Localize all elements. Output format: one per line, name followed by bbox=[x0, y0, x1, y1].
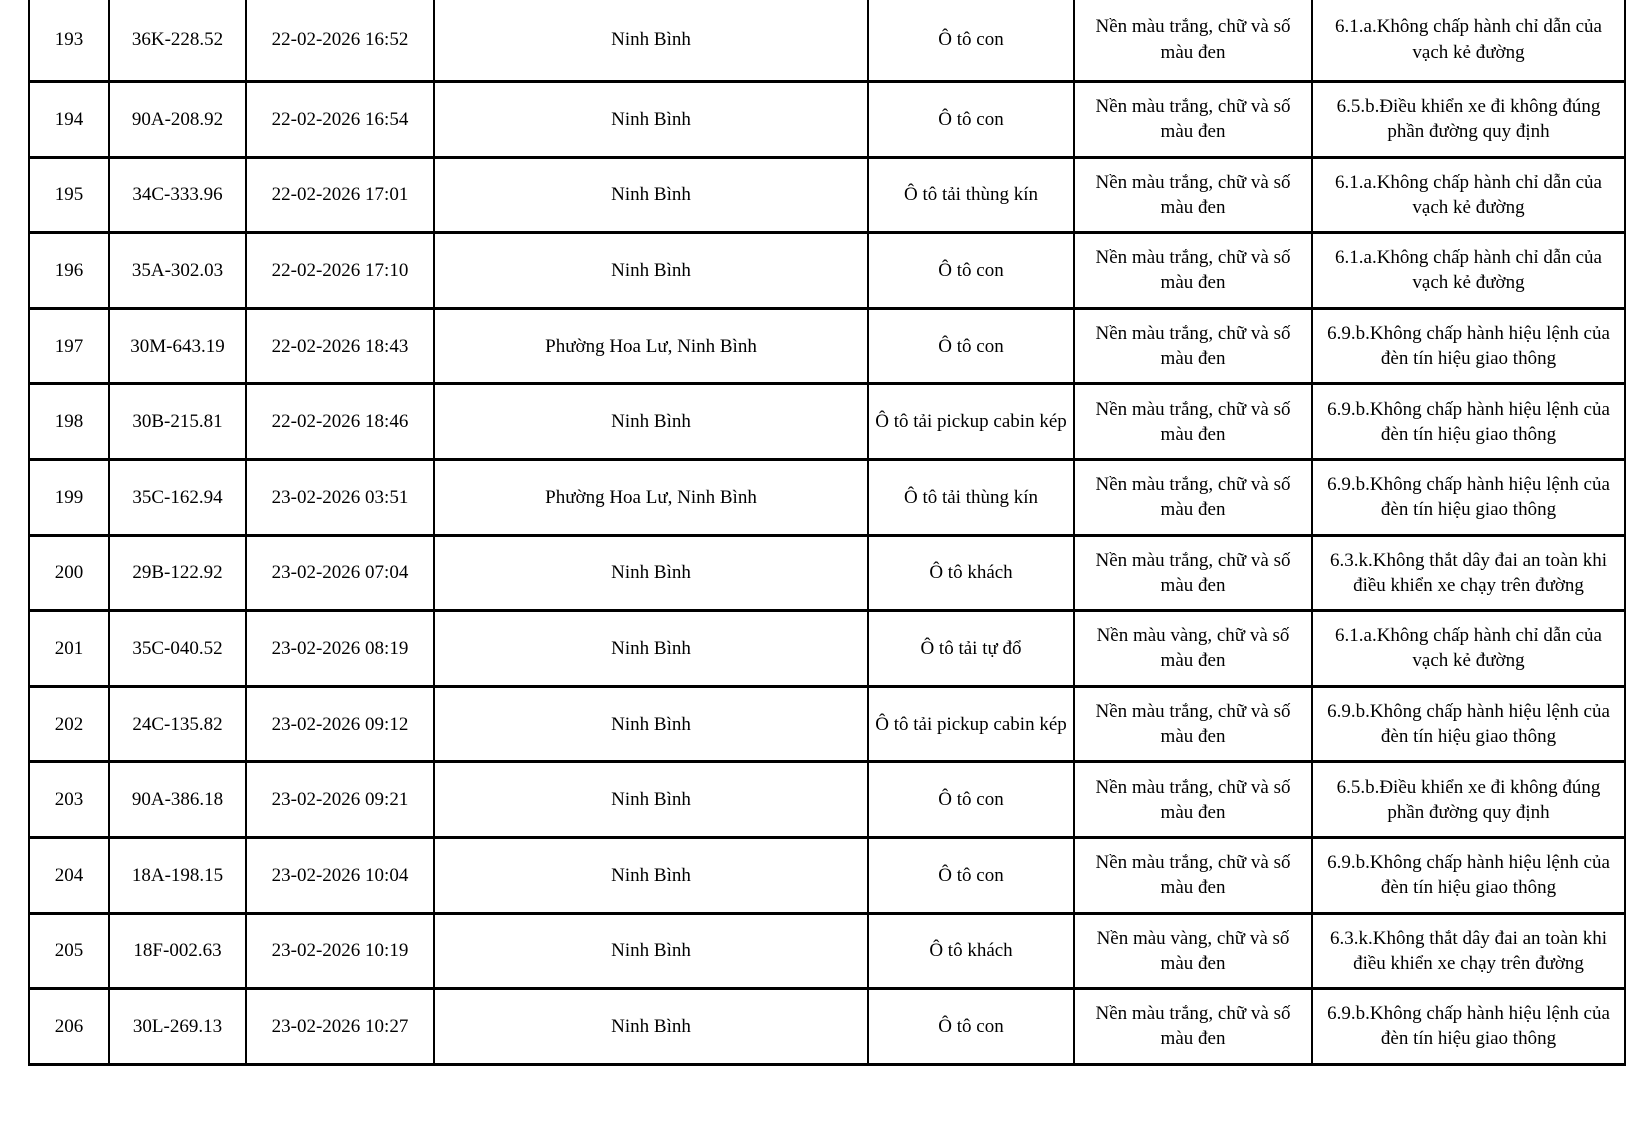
cell-vehicle-type: Ô tô con bbox=[868, 837, 1074, 913]
cell-license-plate: 18A-198.15 bbox=[109, 837, 246, 913]
cell-plate-colors: Nền màu vàng, chữ và số màu đen bbox=[1074, 913, 1312, 989]
cell-violation-description: 6.1.a.Không chấp hành chỉ dẫn của vạch kẻ đường bbox=[1312, 0, 1625, 82]
cell-plate-colors: Nền màu trắng, chữ và số màu đen bbox=[1074, 535, 1312, 611]
table-row bbox=[29, 686, 1625, 762]
cell-plate-colors: Nền màu trắng, chữ và số màu đen bbox=[1074, 157, 1312, 233]
cell-row-number: 204 bbox=[29, 837, 109, 913]
cell-violation-description: 6.9.b.Không chấp hành hiệu lệnh của đèn tín hiệu giao thông bbox=[1312, 686, 1625, 762]
cell-vehicle-type: Ô tô con bbox=[868, 0, 1074, 82]
cell-violation-time: 22-02-2026 18:43 bbox=[246, 308, 434, 384]
cell-vehicle-type: Ô tô tải pickup cabin kép bbox=[868, 384, 1074, 460]
cell-plate-colors: Nền màu trắng, chữ và số màu đen bbox=[1074, 837, 1312, 913]
cell-location: Phường Hoa Lư, Ninh Bình bbox=[434, 459, 868, 535]
cell-vehicle-type: Ô tô con bbox=[868, 989, 1074, 1065]
cell-location: Ninh Bình bbox=[434, 82, 868, 158]
cell-location: Ninh Bình bbox=[434, 233, 868, 309]
cell-violation-time: 23-02-2026 08:19 bbox=[246, 611, 434, 687]
cell-plate-colors: Nền màu trắng, chữ và số màu đen bbox=[1074, 989, 1312, 1065]
cell-plate-colors: Nền màu trắng, chữ và số màu đen bbox=[1074, 459, 1312, 535]
table-row bbox=[29, 611, 1625, 687]
cell-vehicle-type: Ô tô tải pickup cabin kép bbox=[868, 686, 1074, 762]
cell-row-number: 198 bbox=[29, 384, 109, 460]
cell-violation-time: 23-02-2026 10:27 bbox=[246, 989, 434, 1065]
cell-violation-time: 23-02-2026 10:19 bbox=[246, 913, 434, 989]
cell-license-plate: 30M-643.19 bbox=[109, 308, 246, 384]
cell-row-number: 205 bbox=[29, 913, 109, 989]
cell-location: Ninh Bình bbox=[434, 157, 868, 233]
cell-plate-colors: Nền màu trắng, chữ và số màu đen bbox=[1074, 308, 1312, 384]
cell-violation-description: 6.1.a.Không chấp hành chỉ dẫn của vạch kẻ đường bbox=[1312, 233, 1625, 309]
cell-row-number: 197 bbox=[29, 308, 109, 384]
cell-row-number: 195 bbox=[29, 157, 109, 233]
cell-row-number: 199 bbox=[29, 459, 109, 535]
cell-violation-time: 22-02-2026 16:52 bbox=[246, 0, 434, 82]
cell-violation-time: 22-02-2026 18:46 bbox=[246, 384, 434, 460]
table-row bbox=[29, 308, 1625, 384]
table-row bbox=[29, 233, 1625, 309]
cell-license-plate: 36K-228.52 bbox=[109, 0, 246, 82]
cell-vehicle-type: Ô tô tải tự đổ bbox=[868, 611, 1074, 687]
cell-violation-description: 6.5.b.Điều khiển xe đi không đúng phần đường quy định bbox=[1312, 762, 1625, 838]
cell-violation-time: 23-02-2026 07:04 bbox=[246, 535, 434, 611]
cell-location: Ninh Bình bbox=[434, 989, 868, 1065]
cell-violation-description: 6.9.b.Không chấp hành hiệu lệnh của đèn tín hiệu giao thông bbox=[1312, 308, 1625, 384]
table-row bbox=[29, 82, 1625, 158]
cell-violation-time: 23-02-2026 09:21 bbox=[246, 762, 434, 838]
cell-vehicle-type: Ô tô con bbox=[868, 308, 1074, 384]
cell-license-plate: 90A-208.92 bbox=[109, 82, 246, 158]
violations-table-body bbox=[29, 0, 1625, 1064]
cell-violation-description: 6.3.k.Không thắt dây đai an toàn khi điều khiển xe chạy trên đường bbox=[1312, 535, 1625, 611]
cell-location: Phường Hoa Lư, Ninh Bình bbox=[434, 308, 868, 384]
table-row bbox=[29, 989, 1625, 1065]
cell-violation-description: 6.3.k.Không thắt dây đai an toàn khi điều khiển xe chạy trên đường bbox=[1312, 913, 1625, 989]
cell-plate-colors: Nền màu trắng, chữ và số màu đen bbox=[1074, 82, 1312, 158]
cell-vehicle-type: Ô tô tải thùng kín bbox=[868, 157, 1074, 233]
cell-license-plate: 30B-215.81 bbox=[109, 384, 246, 460]
cell-row-number: 196 bbox=[29, 233, 109, 309]
cell-violation-description: 6.9.b.Không chấp hành hiệu lệnh của đèn tín hiệu giao thông bbox=[1312, 837, 1625, 913]
cell-vehicle-type: Ô tô con bbox=[868, 762, 1074, 838]
cell-plate-colors: Nền màu trắng, chữ và số màu đen bbox=[1074, 686, 1312, 762]
cell-violation-time: 22-02-2026 17:01 bbox=[246, 157, 434, 233]
cell-license-plate: 35A-302.03 bbox=[109, 233, 246, 309]
cell-violation-description: 6.9.b.Không chấp hành hiệu lệnh của đèn tín hiệu giao thông bbox=[1312, 459, 1625, 535]
cell-violation-description: 6.9.b.Không chấp hành hiệu lệnh của đèn tín hiệu giao thông bbox=[1312, 989, 1625, 1065]
cell-violation-description: 6.1.a.Không chấp hành chỉ dẫn của vạch kẻ đường bbox=[1312, 611, 1625, 687]
cell-license-plate: 18F-002.63 bbox=[109, 913, 246, 989]
cell-row-number: 206 bbox=[29, 989, 109, 1065]
cell-location: Ninh Bình bbox=[434, 762, 868, 838]
table-row bbox=[29, 384, 1625, 460]
cell-vehicle-type: Ô tô con bbox=[868, 233, 1074, 309]
cell-row-number: 201 bbox=[29, 611, 109, 687]
cell-plate-colors: Nền màu trắng, chữ và số màu đen bbox=[1074, 384, 1312, 460]
cell-row-number: 200 bbox=[29, 535, 109, 611]
cell-location: Ninh Bình bbox=[434, 837, 868, 913]
cell-license-plate: 30L-269.13 bbox=[109, 989, 246, 1065]
table-row bbox=[29, 535, 1625, 611]
cell-plate-colors: Nền màu vàng, chữ và số màu đen bbox=[1074, 611, 1312, 687]
table-row bbox=[29, 913, 1625, 989]
cell-location: Ninh Bình bbox=[434, 913, 868, 989]
cell-plate-colors: Nền màu trắng, chữ và số màu đen bbox=[1074, 762, 1312, 838]
cell-violation-time: 22-02-2026 17:10 bbox=[246, 233, 434, 309]
cell-location: Ninh Bình bbox=[434, 535, 868, 611]
cell-violation-time: 23-02-2026 03:51 bbox=[246, 459, 434, 535]
cell-license-plate: 35C-162.94 bbox=[109, 459, 246, 535]
table-row bbox=[29, 459, 1625, 535]
cell-row-number: 194 bbox=[29, 82, 109, 158]
table-row bbox=[29, 157, 1625, 233]
table-row bbox=[29, 837, 1625, 913]
cell-vehicle-type: Ô tô tải thùng kín bbox=[868, 459, 1074, 535]
cell-violation-description: 6.5.b.Điều khiển xe đi không đúng phần đường quy định bbox=[1312, 82, 1625, 158]
cell-violation-time: 22-02-2026 16:54 bbox=[246, 82, 434, 158]
cell-location: Ninh Bình bbox=[434, 686, 868, 762]
violations-table bbox=[28, 0, 1626, 1066]
cell-violation-time: 23-02-2026 09:12 bbox=[246, 686, 434, 762]
cell-location: Ninh Bình bbox=[434, 611, 868, 687]
cell-violation-description: 6.9.b.Không chấp hành hiệu lệnh của đèn tín hiệu giao thông bbox=[1312, 384, 1625, 460]
cell-vehicle-type: Ô tô khách bbox=[868, 913, 1074, 989]
cell-row-number: 202 bbox=[29, 686, 109, 762]
cell-plate-colors: Nền màu trắng, chữ và số màu đen bbox=[1074, 0, 1312, 82]
cell-violation-description: 6.1.a.Không chấp hành chỉ dẫn của vạch kẻ đường bbox=[1312, 157, 1625, 233]
cell-location: Ninh Bình bbox=[434, 0, 868, 82]
cell-license-plate: 29B-122.92 bbox=[109, 535, 246, 611]
cell-vehicle-type: Ô tô khách bbox=[868, 535, 1074, 611]
cell-row-number: 203 bbox=[29, 762, 109, 838]
cell-license-plate: 35C-040.52 bbox=[109, 611, 246, 687]
cell-location: Ninh Bình bbox=[434, 384, 868, 460]
cell-violation-time: 23-02-2026 10:04 bbox=[246, 837, 434, 913]
cell-plate-colors: Nền màu trắng, chữ và số màu đen bbox=[1074, 233, 1312, 309]
table-row bbox=[29, 0, 1625, 82]
table-row bbox=[29, 762, 1625, 838]
cell-license-plate: 24C-135.82 bbox=[109, 686, 246, 762]
cell-vehicle-type: Ô tô con bbox=[868, 82, 1074, 158]
cell-row-number: 193 bbox=[29, 0, 109, 82]
cell-license-plate: 90A-386.18 bbox=[109, 762, 246, 838]
cell-license-plate: 34C-333.96 bbox=[109, 157, 246, 233]
